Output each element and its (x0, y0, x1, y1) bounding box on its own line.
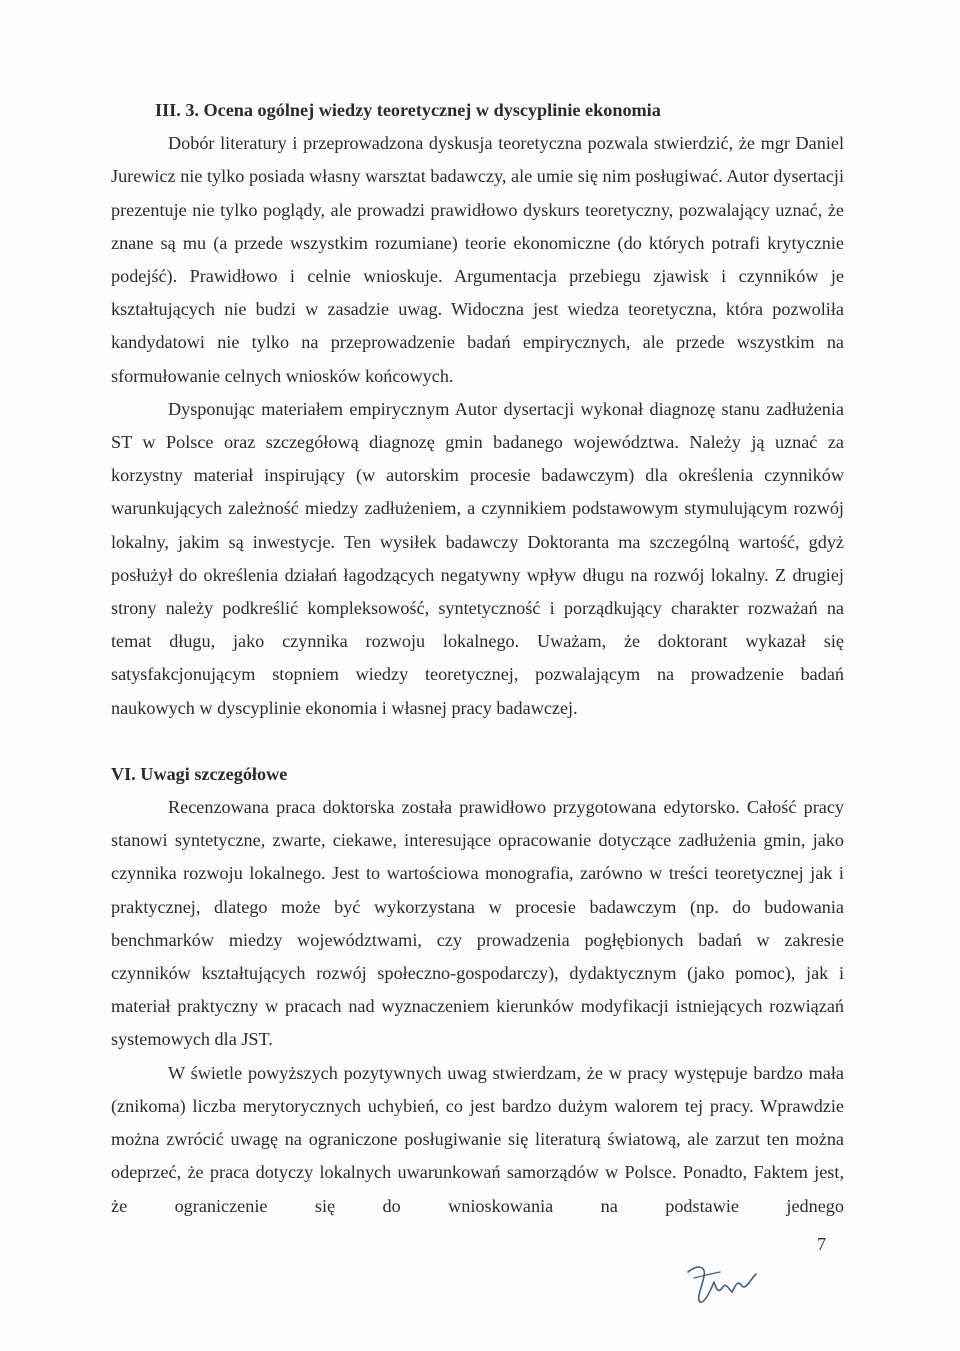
section-spacer (111, 725, 844, 758)
section-heading-general-knowledge: III. 3. Ocena ogólnej wiedzy teoretycznej w dyscyplinie ekonomia (155, 100, 661, 120)
handwritten-signature (680, 1258, 780, 1306)
page-number: 7 (817, 1234, 827, 1254)
paragraph: W świetle powyższych pozytywnych uwag stwierdzam, że w pracy występuje bardzo mała (znikoma) liczba merytorycznych uchybień, co jest bardzo dużym walorem tej pracy. Wprawdzie można zwrócić uwagę na ograniczone posługiwanie się literaturą światową, ale zarzut ten można odeprzeć, że praca dotyczy lokalnych uwarunkowań samorządów w Polsce. Ponadto, Faktem jest, że ograniczenie się do wnioskowania na podstawie jednego (111, 1062, 844, 1216)
document-body (111, 94, 844, 1223)
paragraph: Recenzowana praca doktorska została prawidłowo przygotowana edytorsko. Całość pracy stanowi syntetyczne, zwarte, ciekawe, interesujące opracowanie dotyczące zadłużenia gmin, jako czynnika rozwoju lokalnego. Jest to wartościowa monografia, zarówno w treści teoretycznej jak i praktycznej, dlatego może być wykorzystana w procesie badawczym (np. do budowania benchmarków miedzy województwami, czy prowadzenia pogłębionych badań w zakresie czynników kształtujących rozwój społeczno-gospodarczy), dydaktycznym (jako pomoc), jak i materiał praktyczny w pracach nad wyznaczeniem kierunków modyfikacji istniejących rozwiązań systemowych dla JST. (111, 797, 844, 1050)
section-heading-detailed-remarks: VI. Uwagi szczegółowe (111, 763, 288, 784)
paragraph: Dobór literatury i przeprowadzona dyskusja teoretyczna pozwala stwierdzić, że mgr Daniel Jurewicz nie tylko posiada własny warsztat badawczy, ale umie się nim posługiwać. Autor dysertacji prezentuje nie tylko poglądy, ale prowadzi prawidłowo dyskurs teoretyczny, pozwalający uznać, że znane są mu (a przede wszystkim rozumiane) teorie ekonomiczne (do których potrafi krytycznie podejść). Prawidłowo i celnie wnioskuje. Argumentacja przebiegu zjawisk i czynników je kształtujących nie budzi w zasadzie uwag. Widoczna jest wiedza teoretyczna, która pozwoliła kandydatowi nie tylko na przeprowadzenie badań empirycznych, ale przede wszystkim na sformułowanie celnych wniosków końcowych. (111, 133, 844, 386)
paragraph: Dysponując materiałem empirycznym Autor dysertacji wykonał diagnozę stanu zadłużenia ST w Polsce oraz szczegółową diagnozę gmin badanego województwa. Należy ją uznać za korzystny materiał inspirujący (w autorskim procesie badawczym) dla określenia czynników warunkujących zależność miedzy zadłużeniem, a czynnikiem podstawowym stymulującym rozwój lokalny, jakim są inwestycje. Ten wysiłek badawczy Doktoranta ma szczególną wartość, gdyż posłużył do określenia działań łagodzących negatywny wpływ długu na rozwój lokalny. Z drugiej strony należy podkreślić kompleksowość, syntetyczność i porządkujący charakter rozważań na temat długu, jako czynnika rozwoju lokalnego. Uważam, że doktorant wykazał się satysfakcjonującym stopniem wiedzy teoretycznej, pozwalającym na prowadzenie badań naukowych w dyscyplinie ekonomia i własnej pracy badawczej. (111, 398, 844, 718)
